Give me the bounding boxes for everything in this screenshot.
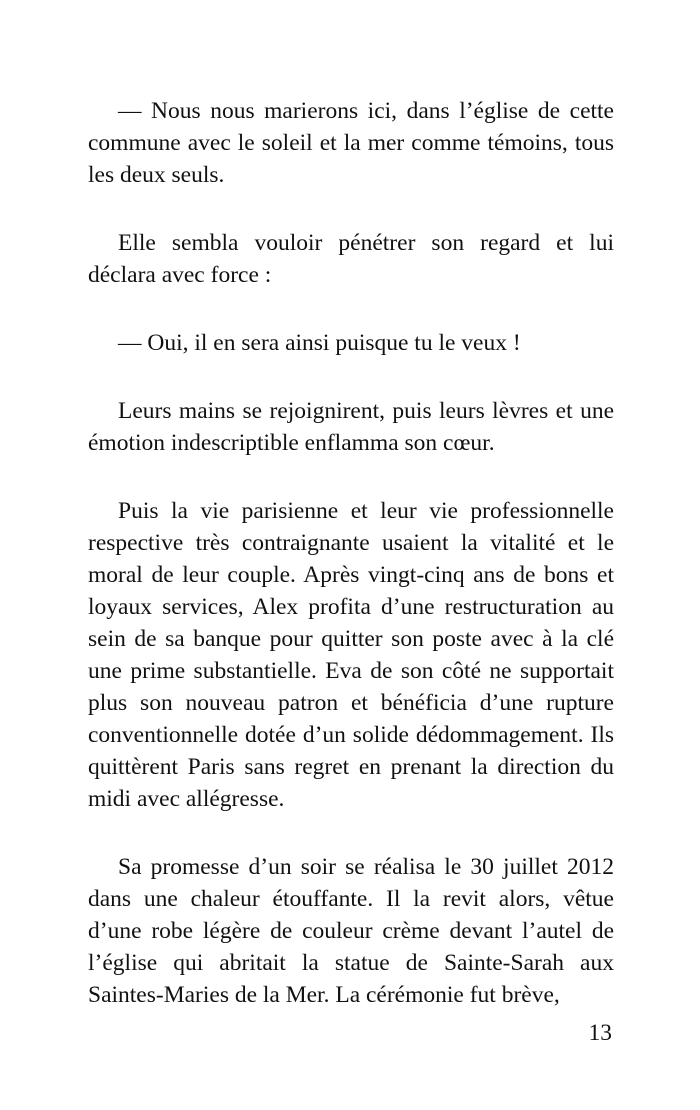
paragraph-3: — Oui, il en sera ainsi puisque tu le veux ! (118, 330, 521, 356)
paragraph-2: Elle sembla vouloir pénétrer son regard et lui déclara avec force : (88, 230, 614, 288)
paragraph-4: Leurs mains se rejoignirent, puis leurs lèvres et une émotion indescriptible enflamma son cœur. (88, 398, 614, 456)
paragraph-1: — Nous nous marierons ici, dans l’église de cette commune avec le soleil et la mer comme témoins, tous les deux seuls. (88, 98, 614, 188)
page-body (88, 95, 614, 1047)
page-number: 13 (588, 1020, 612, 1046)
paragraph-5: Puis la vie parisienne et leur vie professionnelle respective très contraignante usaient la vitalité et le moral de leur couple. Après vingt-cinq ans de bons et loyaux services, Alex profita d’une restructuration au sein de sa banque pour quitter son poste avec à la clé une prime substantielle. Eva de son côté ne supportait plus son nouveau patron et bénéficia d’une rupture conventionnelle dotée d’un solide dédommagement. Ils quittèrent Paris sans regret en prenant la direction du midi avec allégresse. (88, 498, 614, 812)
paragraph-6: Sa promesse d’un soir se réalisa le 30 juillet 2012 dans une chaleur étouffante. Il la revit alors, vêtue d’une robe légère de couleur crème devant l’autel de l’église qui abritait la statue de Sainte-Sarah aux Saintes-Maries de la Mer. La cérémonie fut brève, (88, 854, 614, 1008)
